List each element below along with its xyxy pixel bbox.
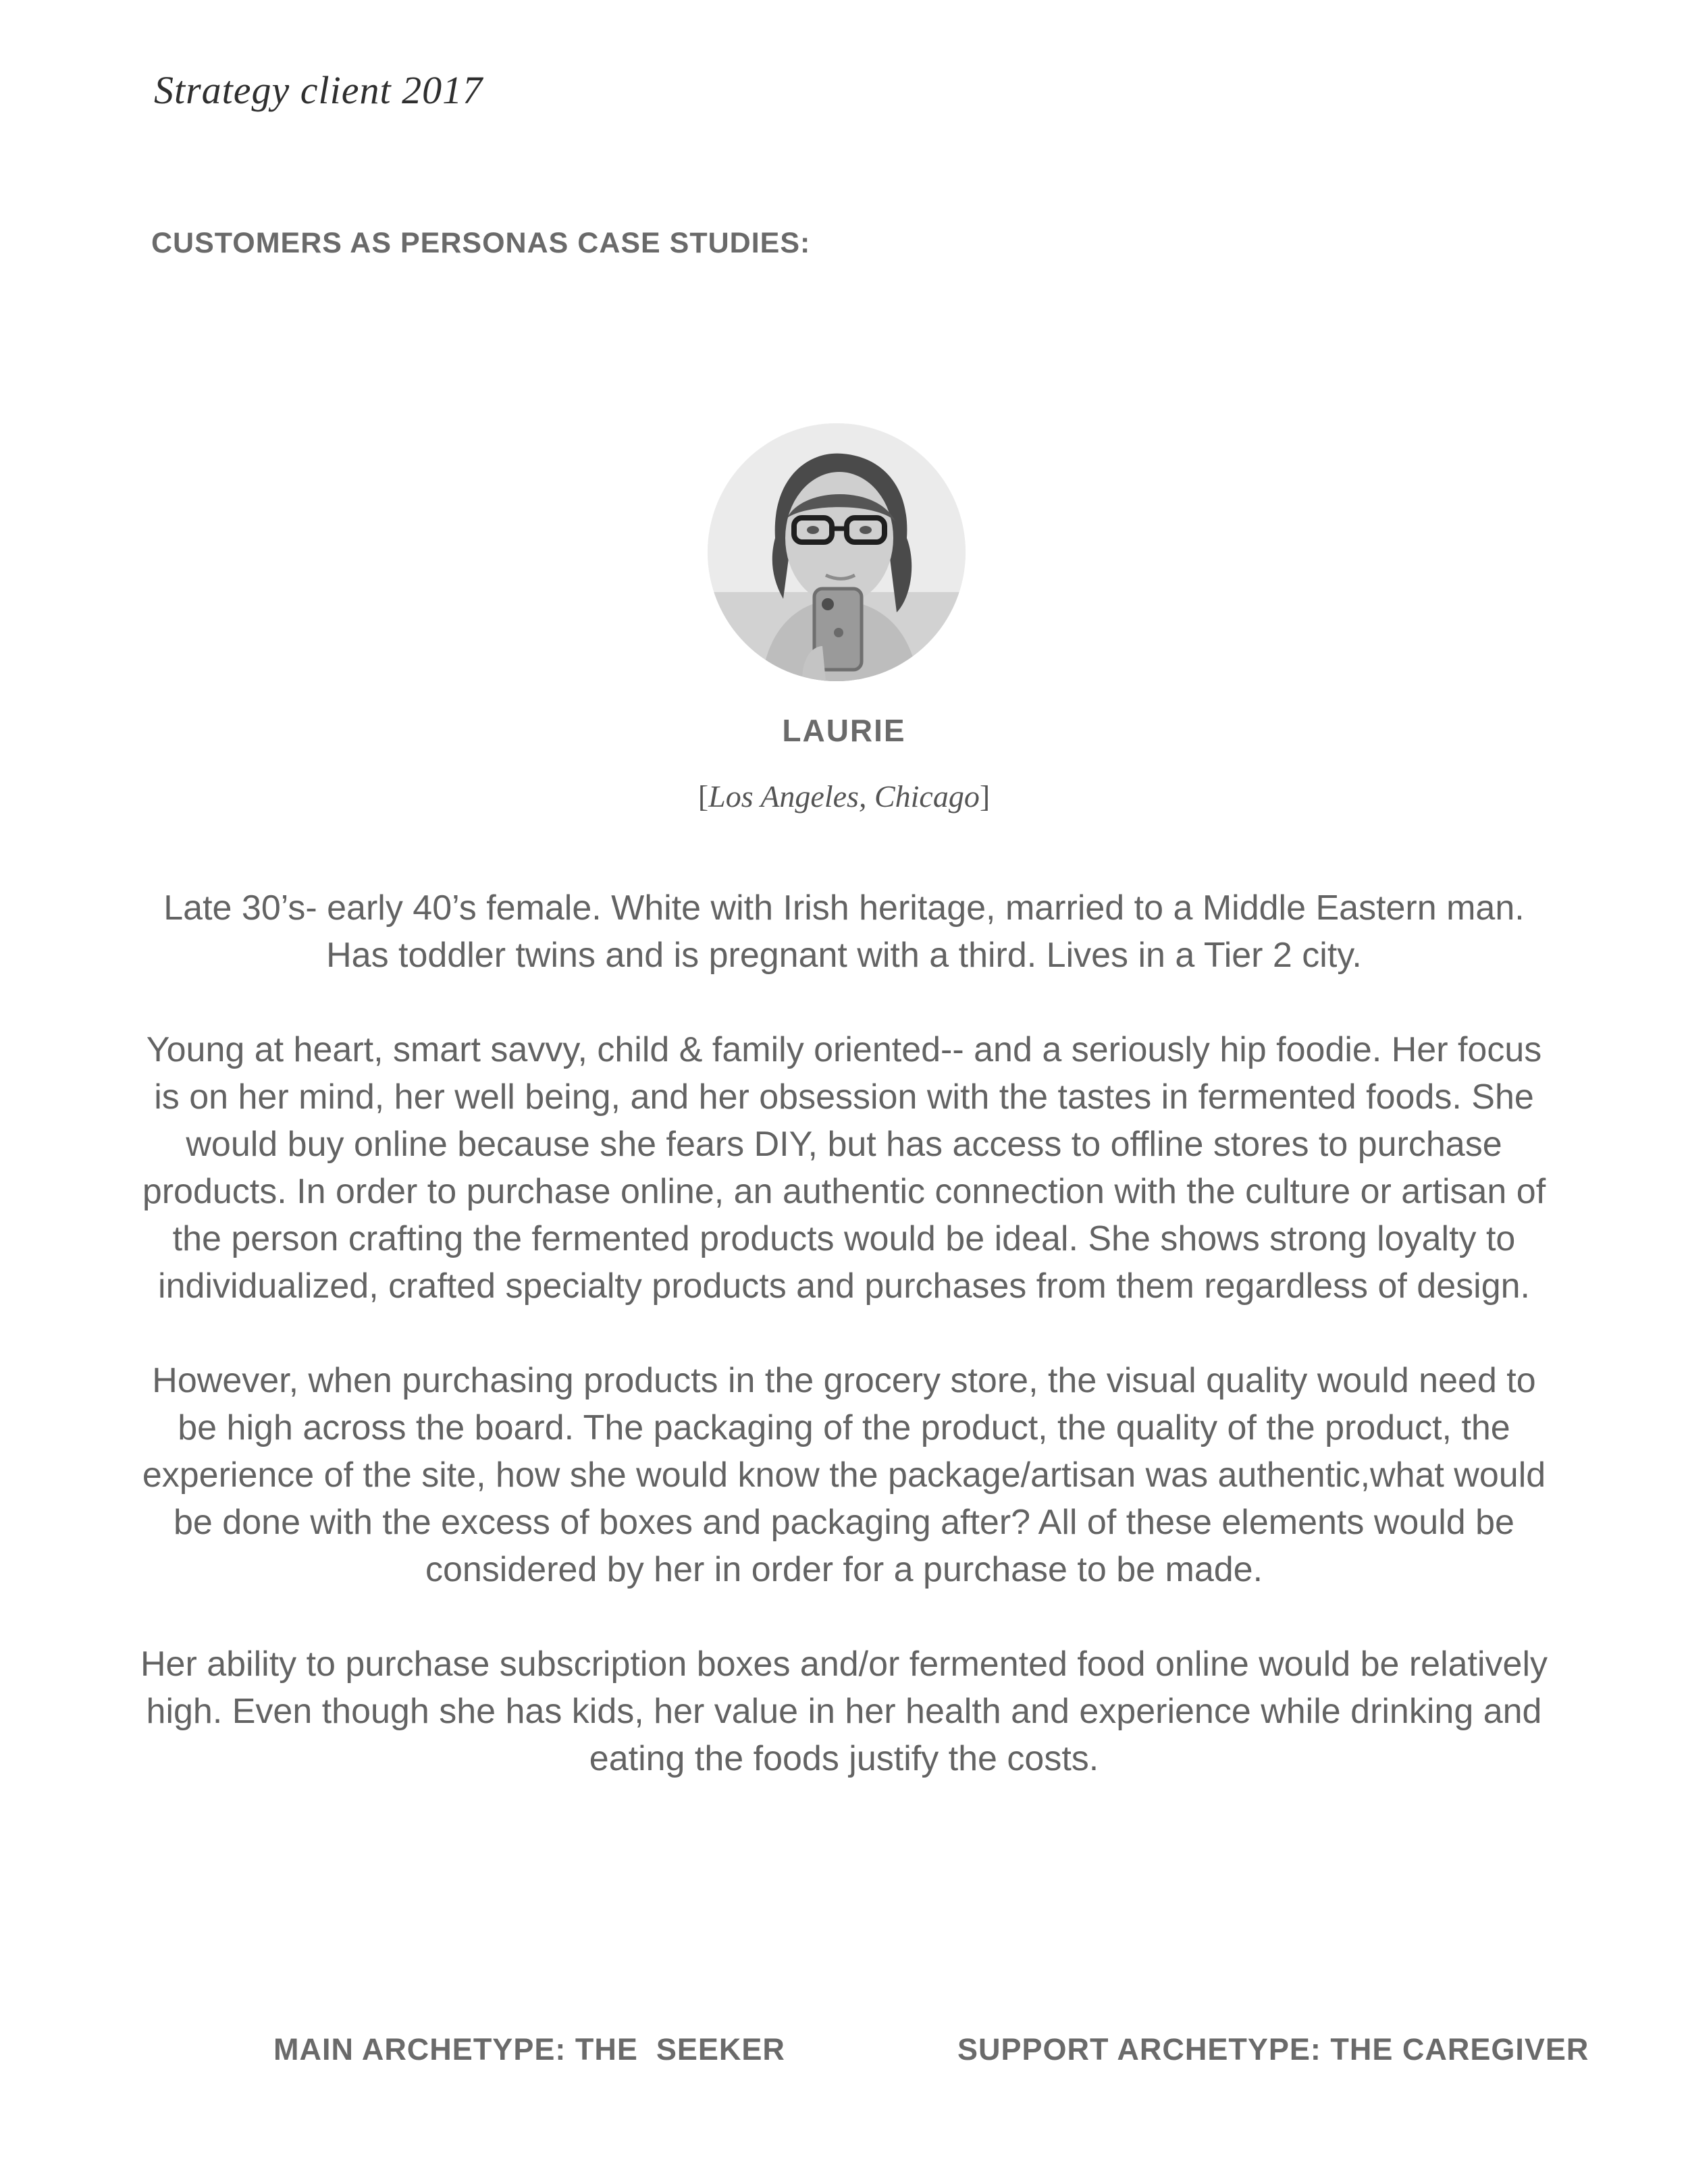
bio-paragraph-demographics: Late 30’s- early 40’s female. White with Irish heritage, married to a Middle Eastern man. Has toddler twins and is pregnant with a third. Lives in a Tier 2 city. [163, 888, 1525, 975]
main-archetype: MAIN ARCHETYPE: THE SEEKER [273, 2032, 785, 2067]
bio-paragraph-purchase-ability: Her ability to purchase subscription boxes and/or fermented food online would be relatively high. Even though she has kids, her value in her health and experience while drinking and eating the foods justify the costs. [140, 1645, 1548, 1778]
persona-bio [135, 884, 1553, 1782]
location-text: Los Angeles, Chicago [708, 779, 980, 814]
location-bracket-open: [ [697, 779, 709, 814]
persona-name: LAURIE [782, 713, 906, 748]
support-archetype: SUPPORT ARCHETYPE: THE CAREGIVER [957, 2032, 1589, 2067]
bio-paragraph-personality: Young at heart, smart savvy, child & family oriented-- and a seriously hip foodie. Her focus is on her mind, her well being, and her obsession with the tastes in fermented foods. She would buy online because she fears DIY, but has access to offline stores to purchase products. In order to purchase online, an authentic connection with the culture or artisan of the person crafting the fermented products would be ideal. She shows strong loyalty to individualized, crafted specialty products and purchases from them regardless of design. [142, 1030, 1546, 1306]
persona-avatar [708, 423, 966, 681]
document-header-label: Strategy client 2017 [154, 68, 483, 112]
section-title: CUSTOMERS AS PERSONAS CASE STUDIES: [151, 227, 811, 259]
persona-photo [708, 423, 966, 681]
bio-paragraph-purchase-criteria: However, when purchasing products in the grocery store, the visual quality would need to be high across the board. The packaging of the product, the quality of the product, the experience of the site, how she would know the package/artisan was authentic,what would be done with the excess of boxes and packaging after? All of these elements would be considered by her in order for a purchase to be made. [142, 1361, 1546, 1589]
location-bracket-close: ] [979, 779, 991, 814]
persona-location [0, 778, 1688, 814]
